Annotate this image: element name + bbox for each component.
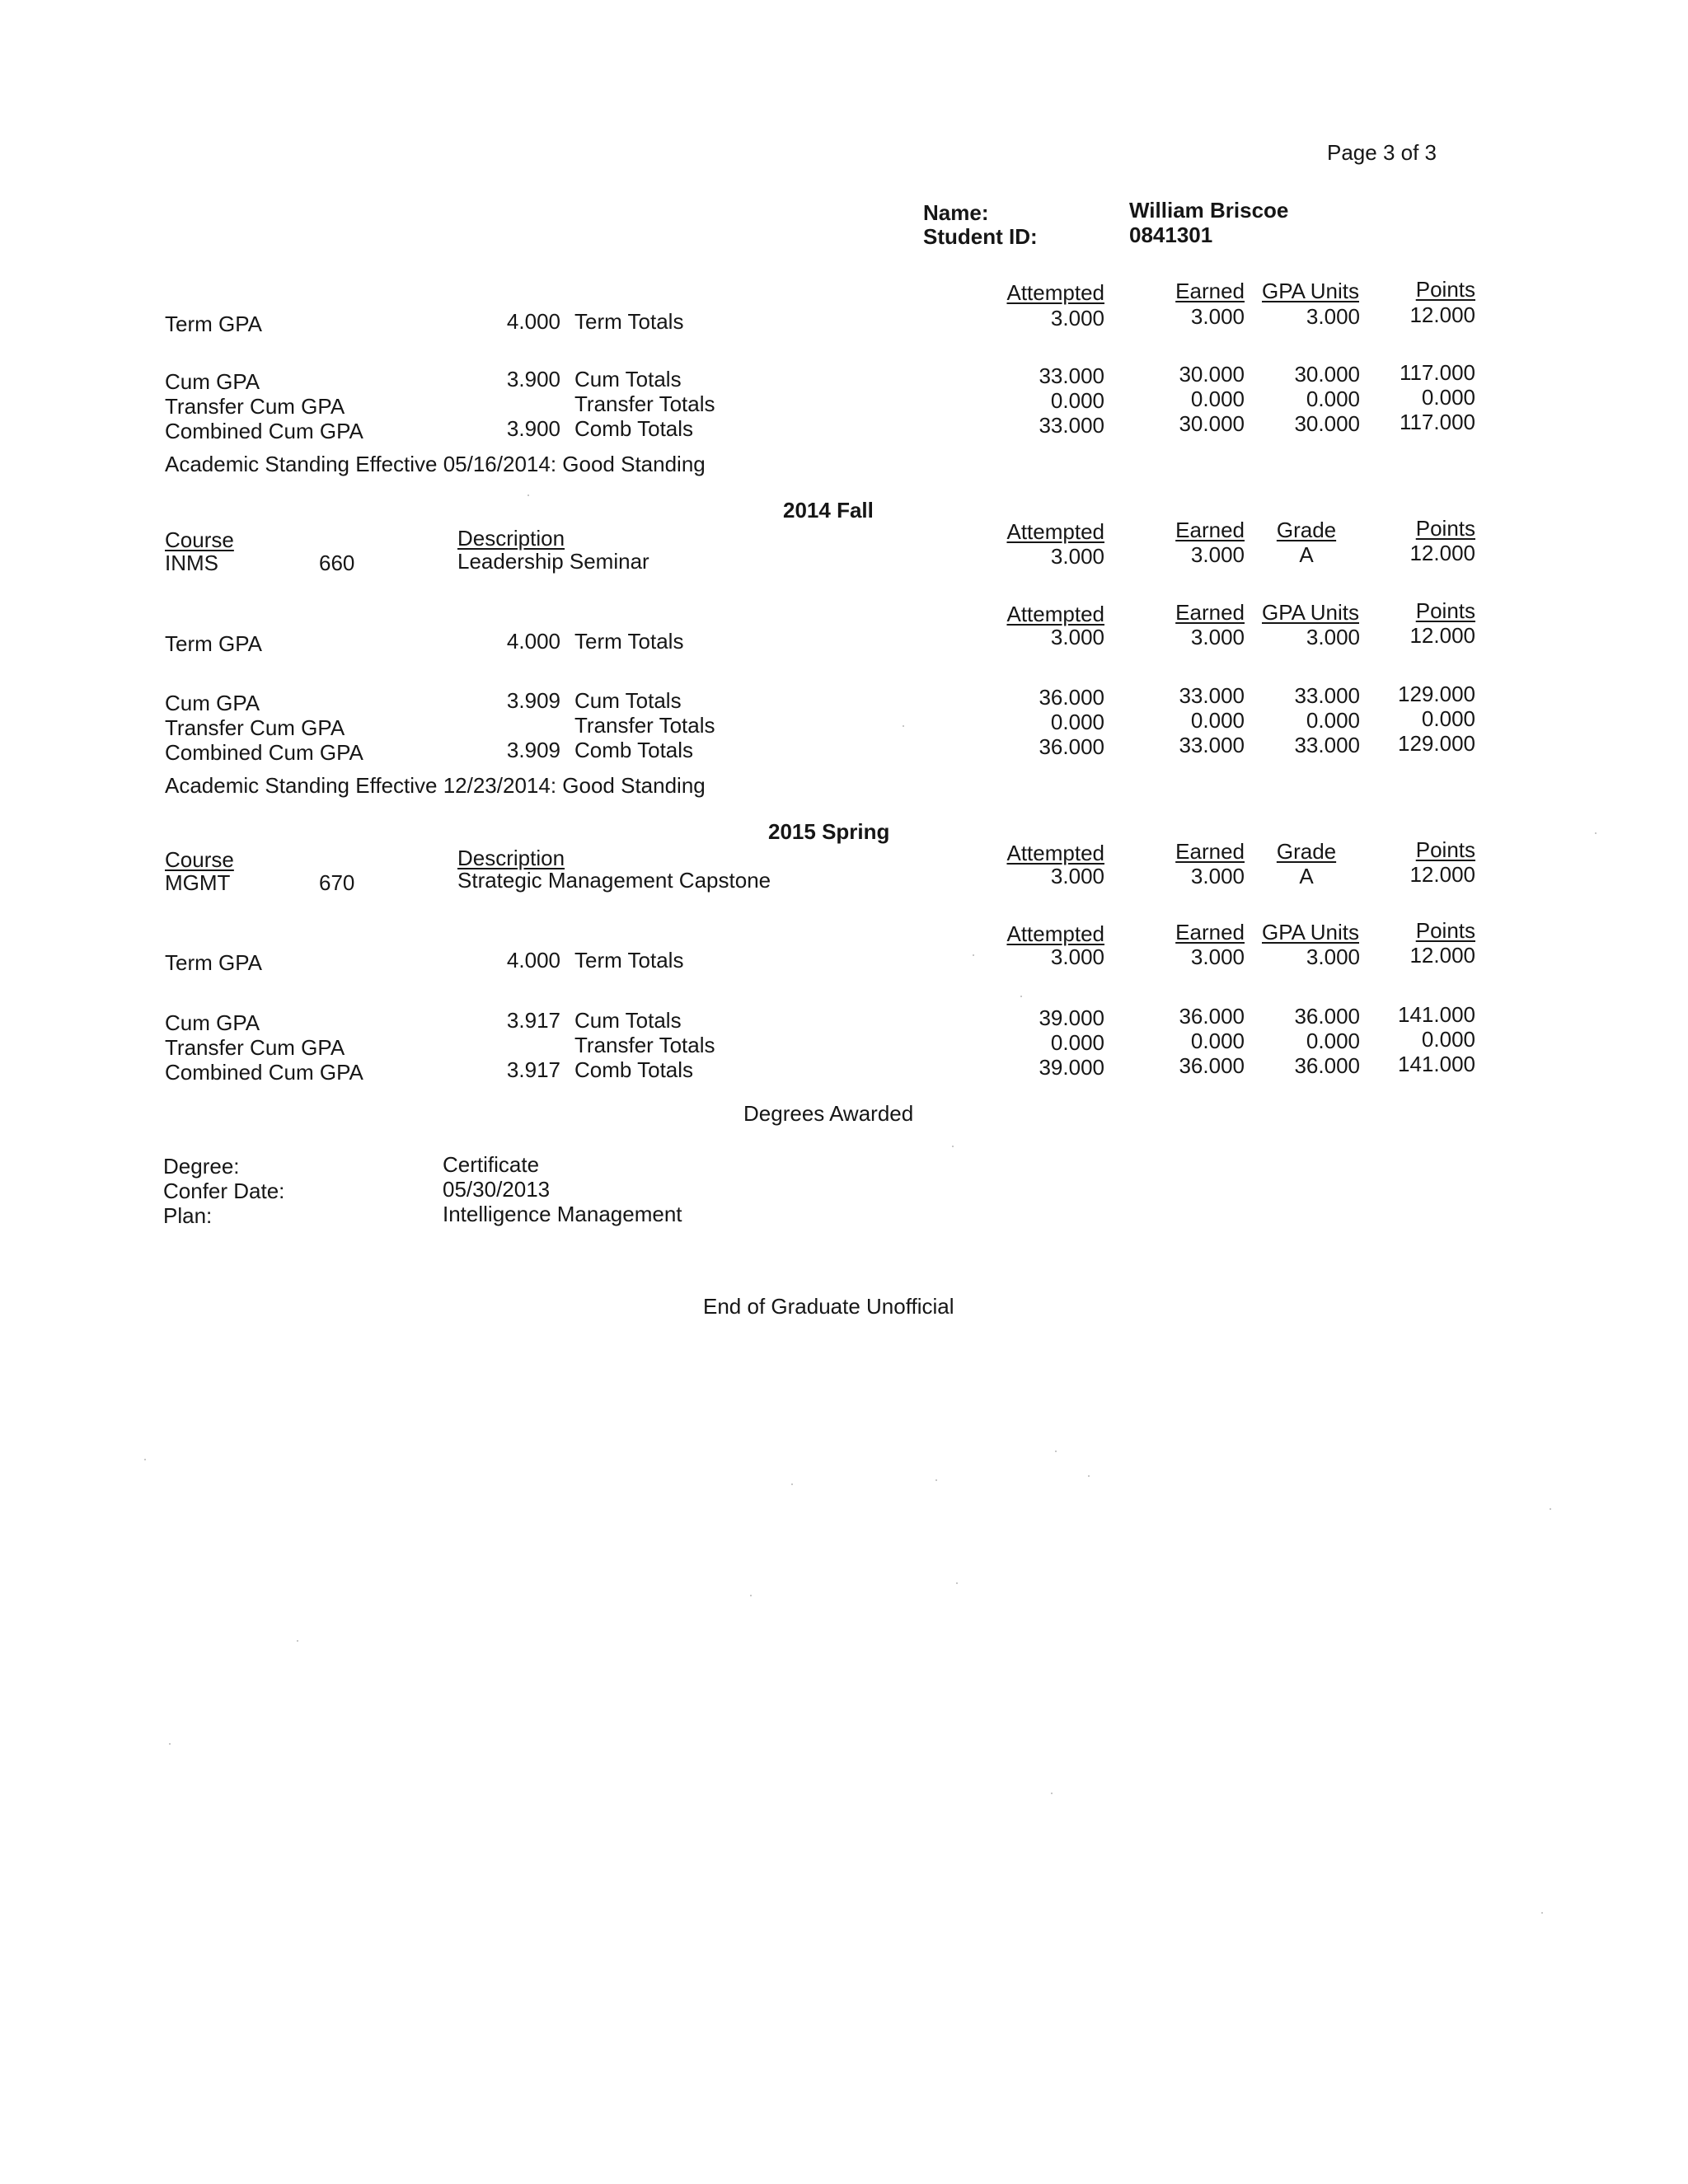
transfer-totals-label: Transfer Totals — [574, 713, 715, 738]
comb-attempted: 36.000 — [1039, 734, 1104, 759]
term-gpa-units: 3.000 — [1306, 625, 1360, 649]
transfer-gpa-units: 0.000 — [1306, 708, 1360, 733]
col-earned: Earned — [1175, 839, 1245, 864]
transfer-attempted: 0.000 — [1050, 388, 1104, 413]
term-title-spring-2015: 2015 Spring — [768, 819, 890, 844]
combined-cum-gpa-label: Combined Cum GPA — [165, 419, 363, 443]
cum-gpa-value: 3.917 — [506, 1008, 560, 1033]
scan-speck — [956, 1582, 958, 1584]
course-attempted: 3.000 — [1050, 864, 1104, 888]
col-points: Points — [1415, 598, 1475, 623]
cum-gpa-value: 3.909 — [506, 688, 560, 713]
transfer-cum-gpa-label: Transfer Cum GPA — [165, 394, 345, 419]
course-earned: 3.000 — [1190, 864, 1245, 888]
scan-speck — [528, 494, 529, 496]
confer-date-label: Confer Date: — [163, 1179, 285, 1203]
cum-attempted: 39.000 — [1039, 1005, 1104, 1030]
col-earned: Earned — [1175, 920, 1245, 944]
col-gpa-units: GPA Units — [1261, 920, 1359, 944]
col-course: Course — [165, 847, 234, 872]
scan-speck — [935, 1479, 937, 1481]
term-gpa-label: Term GPA — [165, 950, 262, 975]
col-points: Points — [1415, 516, 1475, 541]
cum-gpa-units: 33.000 — [1294, 683, 1360, 708]
comb-earned: 33.000 — [1179, 733, 1245, 757]
combined-cum-gpa-label: Combined Cum GPA — [165, 1060, 363, 1085]
col-earned: Earned — [1175, 279, 1245, 303]
cum-totals-label: Cum Totals — [574, 688, 682, 713]
term-totals-label: Term Totals — [574, 629, 684, 654]
comb-points: 117.000 — [1399, 410, 1475, 434]
scan-speck — [1550, 1508, 1551, 1510]
scan-speck — [791, 1483, 793, 1485]
cum-points: 141.000 — [1398, 1002, 1475, 1027]
term-points: 12.000 — [1409, 943, 1475, 968]
term-gpa-units: 3.000 — [1306, 944, 1360, 969]
transfer-points: 0.000 — [1421, 385, 1475, 410]
col-earned: Earned — [1175, 518, 1245, 542]
comb-gpa-units: 30.000 — [1294, 411, 1360, 436]
scan-speck — [952, 1146, 954, 1147]
scan-speck — [1088, 1475, 1090, 1477]
scan-speck — [750, 1595, 752, 1596]
cum-gpa-label: Cum GPA — [165, 369, 260, 394]
cum-attempted: 33.000 — [1039, 363, 1104, 388]
page-number: Page 3 of 3 — [1327, 140, 1437, 165]
cum-totals-label: Cum Totals — [574, 1008, 682, 1033]
cum-gpa-value: 3.900 — [506, 367, 560, 391]
cum-totals-label: Cum Totals — [574, 367, 682, 391]
col-points: Points — [1415, 277, 1475, 302]
student-id-value: 0841301 — [1129, 223, 1213, 247]
transfer-totals-label: Transfer Totals — [574, 391, 715, 416]
combined-cum-gpa-label: Combined Cum GPA — [165, 740, 363, 765]
course-points: 12.000 — [1409, 541, 1475, 565]
col-description: Description — [457, 846, 565, 870]
student-name: William Briscoe — [1129, 198, 1289, 223]
term-totals-label: Term Totals — [574, 309, 684, 334]
comb-gpa-units: 36.000 — [1294, 1053, 1360, 1078]
transfer-totals-label: Transfer Totals — [574, 1033, 715, 1057]
scan-speck — [973, 954, 974, 956]
scan-speck — [1055, 1451, 1057, 1452]
col-attempted: Attempted — [1006, 519, 1104, 544]
term-totals-label: Term Totals — [574, 948, 684, 972]
name-label: Name: — [923, 200, 989, 225]
col-attempted: Attempted — [1006, 602, 1104, 626]
transfer-earned: 0.000 — [1190, 387, 1245, 411]
transfer-points: 0.000 — [1421, 1027, 1475, 1052]
cum-earned: 30.000 — [1179, 362, 1245, 387]
col-attempted: Attempted — [1006, 280, 1104, 305]
comb-totals-label: Comb Totals — [574, 738, 694, 762]
transfer-cum-gpa-label: Transfer Cum GPA — [165, 1035, 345, 1060]
degree-label: Degree: — [163, 1154, 240, 1179]
course-subject: INMS — [165, 551, 218, 575]
course-grade: A — [1299, 542, 1314, 567]
course-description: Leadership Seminar — [457, 549, 649, 574]
scan-speck — [297, 1640, 298, 1642]
comb-attempted: 39.000 — [1039, 1055, 1104, 1080]
term-earned: 3.000 — [1190, 304, 1245, 329]
transfer-points: 0.000 — [1421, 706, 1475, 731]
term-gpa-value: 4.000 — [506, 948, 560, 972]
col-points: Points — [1415, 918, 1475, 943]
degree-value: Certificate — [443, 1152, 540, 1177]
term-points: 12.000 — [1409, 302, 1475, 327]
course-earned: 3.000 — [1190, 542, 1245, 567]
scan-speck — [144, 1459, 146, 1460]
scan-speck — [903, 725, 904, 727]
cum-attempted: 36.000 — [1039, 685, 1104, 710]
col-course: Course — [165, 527, 234, 552]
combined-cum-gpa-value: 3.917 — [506, 1057, 560, 1082]
cum-gpa-units: 36.000 — [1294, 1004, 1360, 1029]
academic-standing: Academic Standing Effective 05/16/2014: Good Standing — [165, 452, 706, 476]
comb-earned: 30.000 — [1179, 411, 1245, 436]
transfer-attempted: 0.000 — [1050, 1030, 1104, 1055]
cum-earned: 33.000 — [1179, 683, 1245, 708]
term-gpa-value: 4.000 — [506, 309, 560, 334]
term-attempted: 3.000 — [1050, 306, 1104, 330]
term-attempted: 3.000 — [1050, 944, 1104, 969]
col-attempted: Attempted — [1006, 921, 1104, 946]
academic-standing: Academic Standing Effective 12/23/2014: Good Standing — [165, 773, 706, 798]
end-of-transcript: End of Graduate Unofficial — [703, 1294, 954, 1319]
transfer-earned: 0.000 — [1190, 1029, 1245, 1053]
transfer-cum-gpa-label: Transfer Cum GPA — [165, 715, 345, 740]
transfer-attempted: 0.000 — [1050, 710, 1104, 734]
scan-speck — [1051, 1793, 1053, 1794]
term-gpa-label: Term GPA — [165, 631, 262, 656]
term-points: 12.000 — [1409, 623, 1475, 648]
cum-gpa-units: 30.000 — [1294, 362, 1360, 387]
transfer-earned: 0.000 — [1190, 708, 1245, 733]
confer-date-value: 05/30/2013 — [443, 1177, 551, 1202]
col-grade: Grade — [1276, 839, 1337, 864]
col-points: Points — [1415, 837, 1475, 862]
col-description: Description — [457, 526, 565, 551]
course-description: Strategic Management Capstone — [457, 868, 771, 893]
term-earned: 3.000 — [1190, 944, 1245, 969]
course-attempted: 3.000 — [1050, 544, 1104, 569]
course-grade: A — [1299, 864, 1314, 888]
combined-cum-gpa-value: 3.900 — [506, 416, 560, 441]
comb-totals-label: Comb Totals — [574, 416, 694, 441]
comb-gpa-units: 33.000 — [1294, 733, 1360, 757]
term-gpa-units: 3.000 — [1306, 304, 1360, 329]
plan-label: Plan: — [163, 1203, 213, 1228]
comb-totals-label: Comb Totals — [574, 1057, 694, 1082]
student-id-label: Student ID: — [923, 224, 1038, 249]
scan-speck — [1595, 832, 1597, 834]
term-gpa-label: Term GPA — [165, 312, 262, 336]
comb-points: 129.000 — [1398, 731, 1475, 756]
degrees-awarded-title: Degrees Awarded — [743, 1101, 914, 1126]
cum-points: 117.000 — [1399, 360, 1475, 385]
plan-value: Intelligence Management — [443, 1202, 682, 1226]
scan-speck — [1541, 1912, 1543, 1914]
cum-points: 129.000 — [1398, 682, 1475, 706]
course-points: 12.000 — [1409, 862, 1475, 887]
comb-attempted: 33.000 — [1039, 413, 1104, 438]
transfer-gpa-units: 0.000 — [1306, 1029, 1360, 1053]
course-number: 670 — [319, 870, 355, 895]
term-earned: 3.000 — [1190, 625, 1245, 649]
comb-earned: 36.000 — [1179, 1053, 1245, 1078]
term-title-fall-2014: 2014 Fall — [783, 498, 874, 523]
course-number: 660 — [319, 551, 355, 575]
scan-speck — [169, 1743, 171, 1745]
col-attempted: Attempted — [1006, 841, 1104, 865]
course-subject: MGMT — [165, 870, 231, 895]
transfer-gpa-units: 0.000 — [1306, 387, 1360, 411]
term-gpa-value: 4.000 — [506, 629, 560, 654]
cum-gpa-label: Cum GPA — [165, 691, 260, 715]
comb-points: 141.000 — [1398, 1052, 1475, 1076]
cum-earned: 36.000 — [1179, 1004, 1245, 1029]
col-earned: Earned — [1175, 600, 1245, 625]
col-gpa-units: GPA Units — [1261, 600, 1359, 625]
cum-gpa-label: Cum GPA — [165, 1010, 260, 1035]
combined-cum-gpa-value: 3.909 — [506, 738, 560, 762]
col-grade: Grade — [1276, 518, 1337, 542]
term-attempted: 3.000 — [1050, 625, 1104, 649]
col-gpa-units: GPA Units — [1261, 279, 1359, 303]
scan-speck — [1020, 996, 1022, 997]
